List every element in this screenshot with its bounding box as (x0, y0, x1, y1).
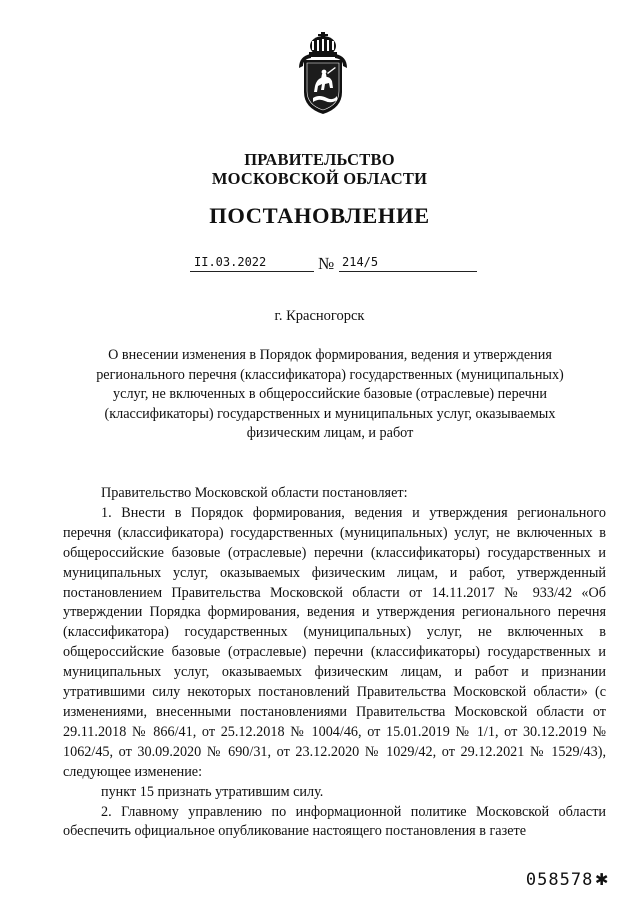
number-sign: № (318, 254, 335, 273)
subject-line: физическим лицам, и работ (246, 425, 414, 441)
serial-number (526, 866, 609, 890)
body-item-1-change: пункт 15 признать утратившим силу. (101, 783, 324, 800)
government-title-line1: ПРАВИТЕЛЬСТВО (244, 150, 395, 169)
body-item-1: 1. Внести в Порядок формирования, ведения и утверждения регионального перечня (классификатора) государственных (муниципальных) услуг, не включенных в общероссийские базовые (отраслевые) перечни (классификаторы) государственных и муниципальных услуг, оказываемых физическим лицам, и работ, утвержденный постановлением Правительства Московской области от 14.11.2017 № 933/42 «Об утверждении Порядка формирования, ведения и утверждения регионального перечня (классификатора) государственных (муниципальных) услуг, не включенных в общероссийские базовые (отраслевые) перечни (классификаторы) государственных и муниципальных услуг, оказываемых физическим лицам, и работ и признании утратившими силу некоторых постановлений Правительства Московской области» (с изменениями, внесенными постановлениями Правительства Московской области от 29.11.2018 № 866/41, от 25.12.2018 № 1004/46, от 15.01.2019 № 1/1, от 30.12.2019 № 1062/45, от 30.09.2020 № 690/31, от 23.12.2020 № 1029/42, от 29.12.2021 № 1529/43), следующее изменение: (63, 504, 606, 780)
decree-number: 214/5 (339, 254, 477, 272)
decree-body (63, 484, 606, 842)
document-type-title: ПОСТАНОВЛЕНИЕ (209, 203, 430, 228)
subject-line: регионального перечня (классификатора) государственных (муниципальных) (96, 366, 564, 383)
subject-line: услуг, не включенных в общероссийские базовые (отраслевые) перечни (113, 386, 547, 402)
decree-date: II.03.2022 (190, 254, 314, 272)
date-number-line (0, 254, 639, 278)
coat-of-arms-emblem (297, 32, 349, 116)
body-intro: Правительство Московской области постановляет: (101, 485, 408, 501)
decree-subject (80, 346, 580, 444)
subject-line: (классификаторы) государственных и муниципальных услуг, оказываемых (104, 405, 556, 422)
body-item-2: 2. Главному управлению по информационной политике Московской области обеспечить официальное опубликование настоящего постановления в газете (63, 803, 606, 840)
star-icon: ✱ (595, 866, 609, 890)
subject-line: О внесении изменения в Порядок формирования, ведения и утверждения (108, 347, 552, 363)
government-title-line2: МОСКОВСКОЙ ОБЛАСТИ (211, 169, 428, 188)
serial-number-value: 058578 (525, 870, 594, 890)
city-name: г. Красногорск (274, 308, 365, 324)
